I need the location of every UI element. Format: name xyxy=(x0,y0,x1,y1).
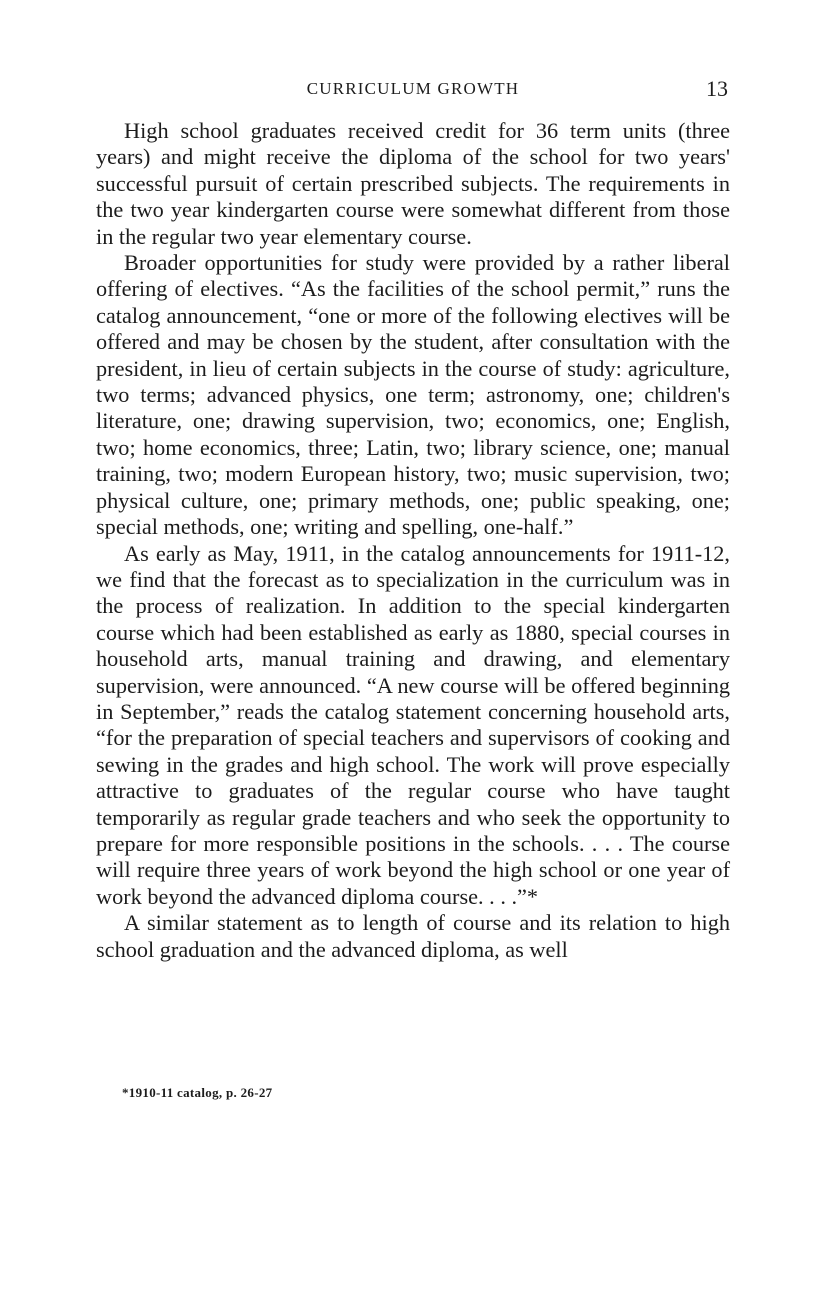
running-head xyxy=(0,76,826,104)
paragraph-specialization: As early as May, 1911, in the catalog announcements for 1911-12, we find that the forecast as to specialization in the curriculum was in the process of realization. In addition to the special kindergarten course which had been established as early as 1880, special courses in household arts, manual training and drawing, and elementary supervision, were announced. “A new course will be offered beginning in September,” reads the catalog statement concerning household arts, “for the preparation of special teachers and supervisors of cooking and sewing in the grades and high school. The work will prove especially attractive to graduates of the regular course who have taught temporarily as regular grade teachers and who seek the opportunity to prepare for more responsible positions in the schools. . . . The course will require three years of work beyond the high school or one year of work beyond the advanced diploma course. . . .”* xyxy=(96,540,730,909)
body-text xyxy=(96,118,730,963)
page-number: 13 xyxy=(706,76,728,101)
paragraph-graduates-credit: High school graduates received credit for 36 term units (three years) and might receive the diploma of the school for two years' successful pursuit of certain prescribed subjects. The requirements in the two year kindergarten course were somewhat different from those in the regular two year elementary course. xyxy=(96,118,730,249)
paragraph-electives: Broader opportunities for study were provided by a rather liberal offering of electives. “As the facilities of the school permit,” runs the catalog announcement, “one or more of the following electives will be offered and may be chosen by the student, after consultation with the president, in lieu of certain subjects in the course of study: agriculture, two terms; advanced physics, one term; astronomy, one; children's literature, one; drawing supervision, two; economics, one; English, two; home economics, three; Latin, two; library science, one; manual training, two; modern European history, two; music supervision, two; physical culture, one; primary methods, one; public speaking, one; special methods, one; writing and spelling, one-half.” xyxy=(96,250,730,540)
footnote: *1910-11 catalog, p. 26-27 xyxy=(122,1085,273,1100)
paragraph-similar-statement: A similar statement as to length of course and its relation to high school graduation and the advanced diploma, as well xyxy=(96,910,730,962)
running-title: CURRICULUM GROWTH xyxy=(306,79,520,98)
